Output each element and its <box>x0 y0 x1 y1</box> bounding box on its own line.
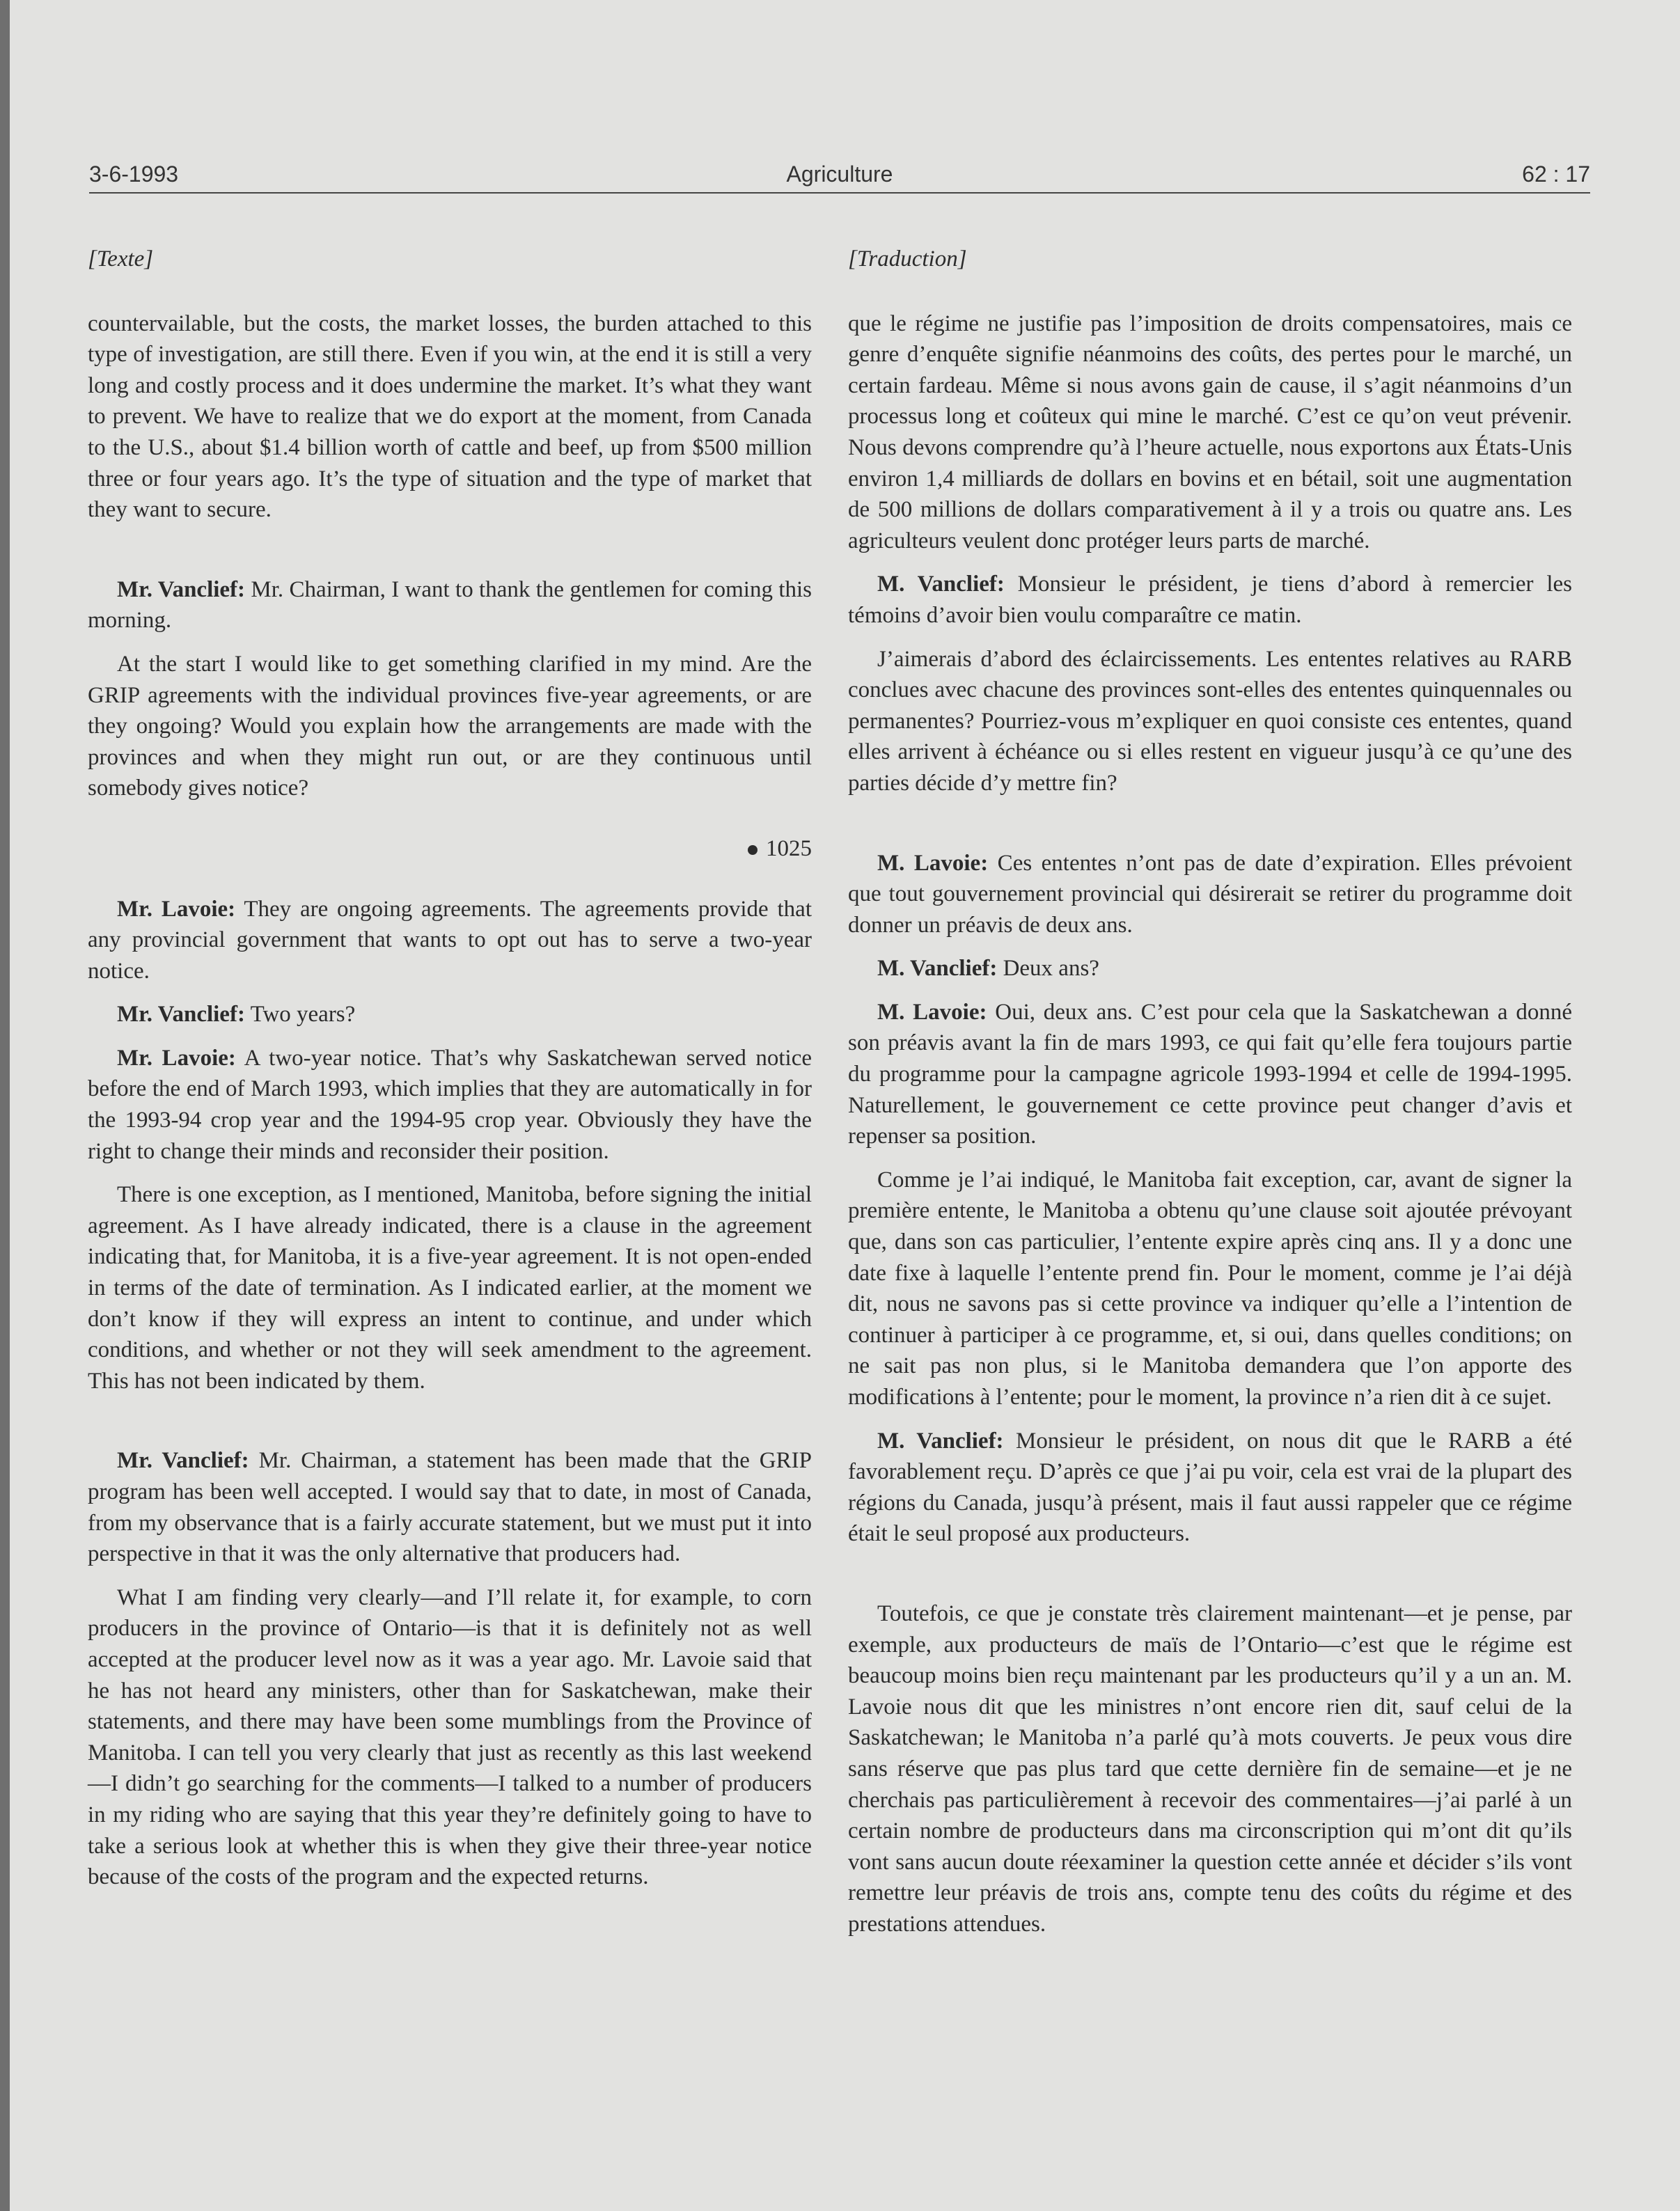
paragraph: At the start I would like to get something clarified in my mind. Are the GRIP agreements with the individual provinces five-year agreements, or are they ongoing? Would you explain how the arrangements are made with the provinces and when they might run out, or are they continuous until somebody gives notice? <box>88 651 812 801</box>
speaker-name: Mr. Vanclief: <box>117 1448 249 1474</box>
paragraph: There is one exception, as I mentioned, Manitoba, before signing the initial agreement. As I have already indicated, there is a clause in the agreement indicating that, for Manitoba, it is a five-year agreement. It is not open-ended in terms of the date of termination. As I indicated earlier, at the moment we don’t know if they will express an intent to continue, and under which conditions, and whether or not they will seek amendment to the agreement. This has not been indicated by them. <box>88 1182 812 1394</box>
paragraph: What I am finding very clearly—and I’ll relate it, for example, to corn producers in the province of Ontario—is that it is definitely not as well accepted at the producer level now as it was a year ago. Mr. Lavoie said that he has not heard any ministers, other than for Saskatchewan, make their statements, and there may have been some mumblings from the Province of Manitoba. I can tell you very clearly that just as recently as this last weekend—I didn’t go searching for the comments—I talked to a number of producers in my riding who are saying that this year they’re definitely going to have to take a serious look at whether this is when they give their three-year notice because of the costs of the program and the expected returns. <box>88 1584 812 1890</box>
header-date: 3-6-1993 <box>89 162 179 187</box>
speaker-name: M. Vanclief: <box>877 572 1005 597</box>
paragraph <box>88 1043 812 1167</box>
paragraph: que le régime ne justifie pas l’imposition de droits compensatoires, mais ce genre d’enquête signifie néanmoins des coûts, des pertes pour le marché, un certain fardeau. Même si nous avons gain de cause, il s’agit néanmoins d’un processus long et coûteux qui mine le marché. C’est ce qu’on veut prévenir. Nous devons comprendre qu’à l’heure actuelle, nous exportons aux États-Unis environ 1,4 milliards de dollars en bovins et en bétail, soit une augmentation de 500 millions de dollars comparativement à il y a trois ou quatre ans. Les agriculteurs veulent donc protéger leurs parts de marché. <box>848 310 1572 553</box>
speech-text: Monsieur le président, je tiens d’abord à remercier les témoins d’avoir bien voulu comparaître ce matin. <box>848 572 1572 628</box>
paragraph: Toutefois, ce que je constate très clairement maintenant—et je pense, par exemple, aux producteurs de maïs de l’Ontario—c’est que le régime est beaucoup moins bien reçu maintenant par les producteurs qu’il y a un an. M. Lavoie nous dit que les ministres n’ont encore rien dit, sauf celui de la Saskatchewan; le Manitoba n’a parlé qu’à mots couverts. Je peux vous dire sans réserve que pas plus tard que cette dernière fin de semaine—et je ne cherchais pas particulièrement à recevoir des commentaires—j’ai parlé à un certain nombre de producteurs dans ma circonscription qui m’ont dit qu’ils vont sans aucun doute réexaminer la question cette année et décider s’ils vont remettre leur préavis de trois ans, compte tenu des coûts du régime et des prestations attendues. <box>848 1600 1572 1937</box>
speech-text: Mr. Chairman, I want to thank the gentlemen for coming this morning. <box>88 576 812 634</box>
header-title: Agriculture <box>786 162 893 187</box>
paragraph <box>848 997 1572 1152</box>
speech-text: Deux ans? <box>997 956 1099 982</box>
english-column <box>88 244 812 1893</box>
time-value: 1025 <box>766 835 812 861</box>
paragraph <box>88 999 812 1030</box>
language-label: [Traduction] <box>848 246 967 272</box>
speech-text: Oui, deux ans. C’est pour cela que la Saskatchewan a donné son préavis avant la fin de mars 1993, ce qui fait qu’elle fera toujours partie du programme pour la campagne agricole 1993-1994 et celle de 1994-1995. Naturellement, le gouvernement ce cette province peut changer d’avis et repenser sa position. <box>848 999 1572 1149</box>
speech-text: Mr. Chairman, a statement has been made that the GRIP program has been well accepted. I would say that to date, in most of Canada, from my observance that is a fairly accurate statement, but we must put it into perspective in that it was the only alternative that producers had. <box>88 1448 812 1567</box>
paragraph: Comme je l’ai indiqué, le Manitoba fait exception, car, avant de signer la première entente, le Manitoba a obtenu qu’une clause soit ajoutée prévoyant que, dans son cas particulier, l’entente expire après cinq ans. Il y a donc une date fixe à laquelle l’entente prend fin. Pour le moment, comme je l’ai déjà dit, nous ne savons pas si cette province va indiquer qu’elle a l’intention de continuer à participer à ce programme, et, si oui, dans quelles conditions; on ne sait pas non plus, si le Manitoba demandera que l’on apporte des modifications à l’entente; pour le moment, la province n’a rien dit à ce sujet. <box>848 1167 1572 1410</box>
speaker-name: Mr. Lavoie: <box>117 896 236 922</box>
speech-text: Two years? <box>244 1002 356 1028</box>
language-label: [Texte] <box>88 246 154 272</box>
paragraph <box>848 1426 1572 1550</box>
french-column <box>848 244 1572 1940</box>
paragraph <box>88 574 812 636</box>
header-page-number: 62 : 17 <box>1522 162 1590 187</box>
speech-text: They are ongoing agreements. The agreements provide that any provincial government that wants to opt out has to serve a two-year notice. <box>88 896 812 984</box>
speaker-name: M. Vanclief: <box>877 1428 1004 1454</box>
speaker-name: M. Lavoie: <box>877 850 989 876</box>
paragraph <box>848 569 1572 631</box>
paragraph <box>88 1445 812 1569</box>
speaker-name: Mr. Vanclief: <box>117 576 246 602</box>
speaker-name: M. Lavoie: <box>877 999 987 1025</box>
bullet-icon <box>748 845 757 855</box>
time-marker <box>88 833 812 865</box>
paragraph <box>88 894 812 987</box>
paragraph: countervailable, but the costs, the market losses, the burden attached to this type of investigation, are still there. Even if you win, at the end it is still a very long and costly process and it does undermine the market. It’s what they want to prevent. We have to realize that we do export at the moment, from Canada to the U.S., about $1.4 billion worth of cattle and beef, up from $500 million three or four years ago. It’s the type of situation and the type of market that they want to secure. <box>88 310 812 523</box>
scan-edge <box>0 0 10 2211</box>
header-rule <box>89 192 1590 194</box>
paragraph <box>848 848 1572 941</box>
speaker-name: Mr. Lavoie: <box>117 1045 236 1071</box>
speech-text: Monsieur le président, on nous dit que le RARB a été favorablement reçu. D’après ce que j’ai pu voir, cela est vrai de la plupart des régions du Canada, jusqu’à présent, mais il faut aussi rappeler que ce régime était le seul proposé aux producteurs. <box>848 1428 1572 1547</box>
speaker-name: Mr. Vanclief: <box>117 1002 245 1028</box>
paragraph <box>848 953 1572 984</box>
speech-text: Ces ententes n’ont pas de date d’expiration. Elles prévoient que tout gouvernement provincial qui désirerait se retirer du programme doit donner un préavis de deux ans. <box>848 850 1573 938</box>
paragraph: J’aimerais d’abord des éclaircissements. Les ententes relatives au RARB conclues avec chacune des provinces sont-elles des ententes quinquennales ou permanentes? Pourriez-vous m’expliquer en quoi consiste ces ententes, quand elles arrivent à échéance ou si elles restent en vigueur jusqu’à ce qu’une des parties décide d’y mettre fin? <box>848 646 1572 796</box>
speaker-name: M. Vanclief: <box>877 956 998 982</box>
speech-text: A two-year notice. That’s why Saskatchewan served notice before the end of March 1993, which implies that they are automatically in for the 1993-94 crop year and the 1994-95 crop year. Obviously they have the right to change their minds and reconsider their position. <box>88 1045 812 1164</box>
running-header <box>89 156 1590 195</box>
